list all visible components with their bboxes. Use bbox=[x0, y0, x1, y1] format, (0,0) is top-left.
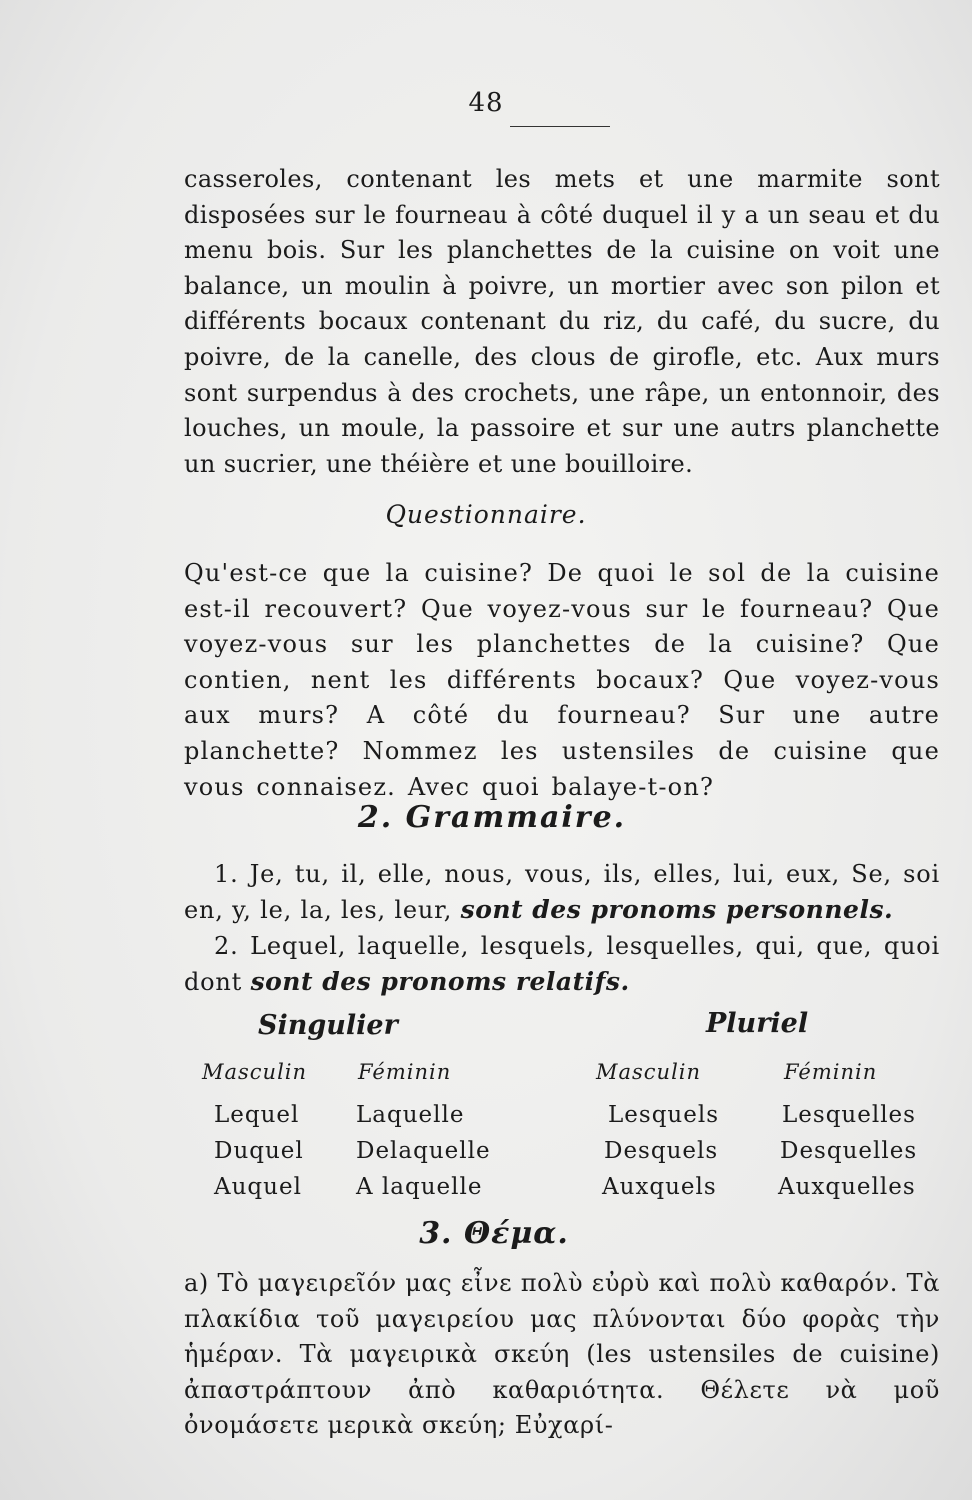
table-cell: Lesquelles bbox=[782, 1102, 916, 1128]
table-cell: Lesquels bbox=[608, 1102, 719, 1128]
grammar-rule-1-text: 1. Je, tu, il, elle, nous, vous, ils, elles, lui, eux, Se, soi en, y, le, la, les, leur, bbox=[184, 860, 940, 924]
theme-text: a) Τὸ μαγειρεῖόν μας εἶνε πολὺ εὐρὺ καὶ πολὺ καθαρόν. Τὰ πλακίδια τοῦ μαγειρείου μας πλύνονται δύο φορὰς τὴν ἡμέραν. Τὰ μαγειρικὰ σκεύη (les ustensiles de cuisine) ἀπαστράπτουν ἀπὸ καθαριότητα. Θέλετε νὰ μοῦ ὀνομάσετε μερικὰ σκεύη; Εὐχαρί- bbox=[184, 1269, 940, 1439]
grammar-rule-2-emphasis: sont des pronoms relatifs. bbox=[250, 967, 630, 996]
questionnaire-text: Qu'est-ce que la cuisine? De quoi le sol de la cuisine est-il recouvert? Que voyez-vous sur le fourneau? Que voyez-vous sur les planchettes de la cuisine? Que contien, nent les différents bocaux? Que voyez-vous aux murs? A côté du fourneau? Sur une autre planchette? Nommez les ustensiles de cuisine que vous connaisez. Avec quoi balaye-t-on? bbox=[184, 559, 940, 801]
header-rule bbox=[510, 126, 610, 127]
table-cell: Auxquels bbox=[602, 1174, 717, 1200]
grammar-rule-relative-pronouns bbox=[184, 928, 940, 1000]
table-cell: Duquel bbox=[214, 1138, 304, 1164]
table-cell: A laquelle bbox=[356, 1174, 483, 1200]
grammar-rules bbox=[184, 856, 940, 1000]
plural-label: Pluriel bbox=[706, 1008, 809, 1039]
header-plural-feminine: Féminin bbox=[784, 1060, 878, 1084]
page-number: 48 bbox=[468, 88, 504, 118]
theme-heading: 3. Θέμα. bbox=[419, 1216, 569, 1251]
header-singular-masculine: Masculin bbox=[202, 1060, 308, 1084]
table-cell: Lequel bbox=[214, 1102, 300, 1128]
grammar-rule-2-text: 2. Lequel, laquelle, lesquels, lesquelles, qui, que, quoi dont bbox=[184, 932, 940, 996]
table-cell: Desquels bbox=[604, 1138, 719, 1164]
questionnaire-heading: Questionnaire. bbox=[385, 500, 587, 529]
header-singular-feminine: Féminin bbox=[358, 1060, 452, 1084]
singular-label: Singulier bbox=[258, 1010, 398, 1041]
table-cell: Desquelles bbox=[780, 1138, 918, 1164]
table-cell: Laquelle bbox=[356, 1102, 465, 1128]
grammar-rule-1-emphasis: sont des pronoms personnels. bbox=[460, 895, 894, 924]
table-cell: Delaquelle bbox=[356, 1138, 491, 1164]
grammar-rule-personal-pronouns bbox=[184, 856, 940, 928]
table-cell: Auquel bbox=[214, 1174, 302, 1200]
kitchen-description-paragraph: casseroles, contenant les mets et une marmite sont disposées sur le fourneau à côté duquel il y a un seau et du menu bois. Sur les planchettes de la cuisine on voit une balance, un moulin à poivre, un mortier avec son pilon et différents bocaux contenant du riz, du café, du sucre, du poivre, de la canelle, des clous de girofle, etc. Aux murs sont surpendus à des crochets, une râpe, un entonnoir, des louches, un moule, la passoire et sur une autrs planchette un sucrier, une théière et une bouilloire. bbox=[184, 165, 940, 478]
table-cell: Auxquelles bbox=[778, 1174, 916, 1200]
header-plural-masculine: Masculin bbox=[596, 1060, 702, 1084]
grammar-heading: 2. Grammaire. bbox=[357, 800, 627, 835]
